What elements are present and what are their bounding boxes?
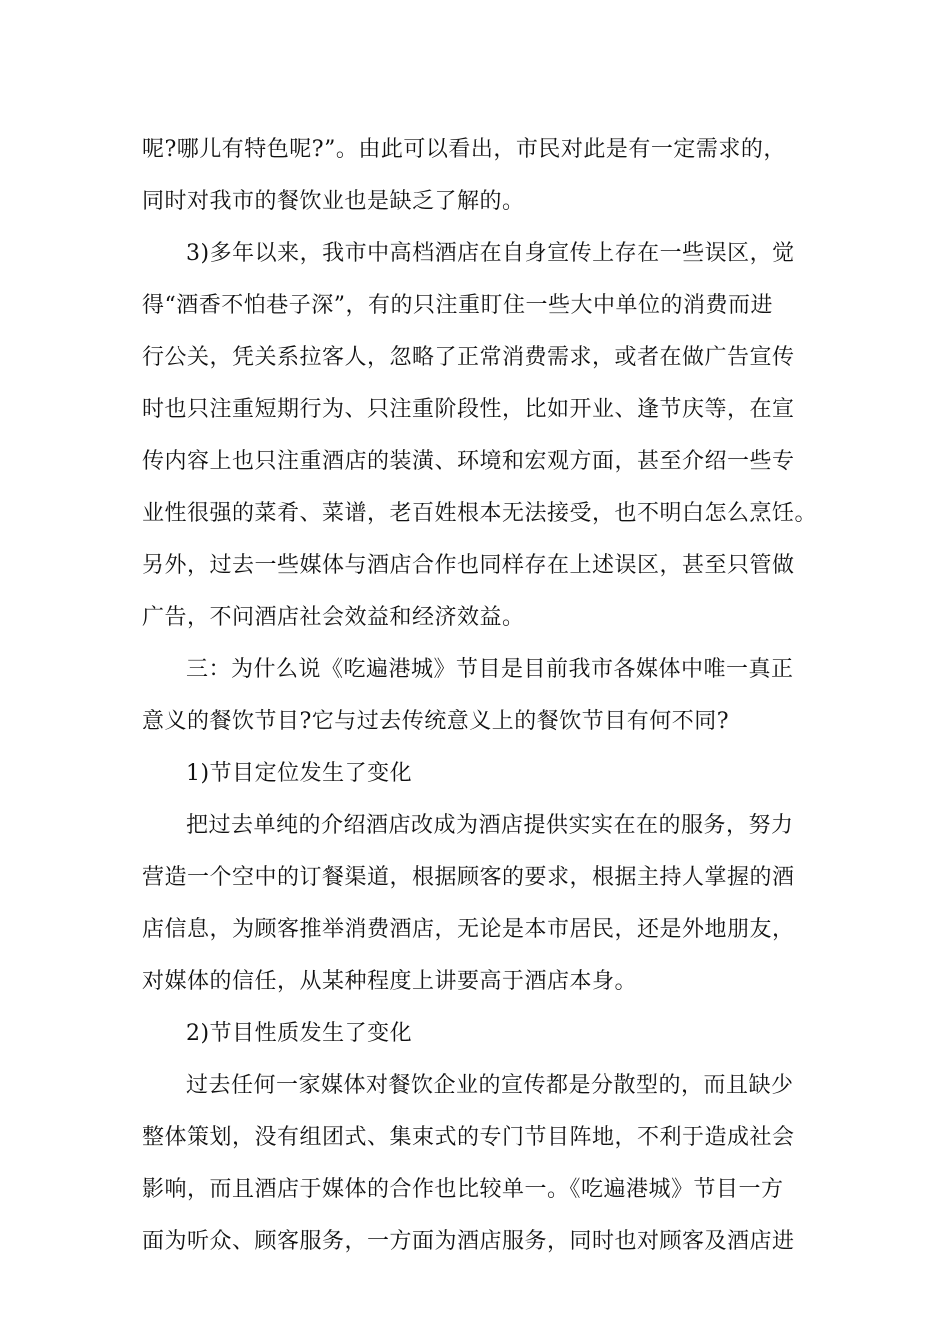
text-line: 业性很强的菜肴、菜谱，老百姓根本无法接受，也不明白怎么烹饪。 [142,501,818,526]
subheading: 1)节目定位发生了变化 [186,761,413,786]
subheading: 2)节目性质发生了变化 [186,1021,413,1046]
section-heading: 意义的餐饮节目?它与过去传统意义上的餐饮节目有何不同? [142,709,730,734]
text-line: 呢?哪儿有特色呢?”。由此可以看出，市民对此是有一定需求的， [142,137,786,162]
text-line: 同时对我市的餐饮业也是缺乏了解的。 [142,189,525,214]
text-line: 过去任何一家媒体对餐饮企业的宣传都是分散型的，而且缺少 [186,1073,794,1098]
text-line: 传内容上也只注重酒店的装潢、环境和宏观方面，甚至介绍一些专 [142,449,795,474]
text-line: 行公关，凭关系拉客人，忽略了正常消费需求，或者在做广告宣传 [142,345,795,370]
text-line: 店信息，为顾客推举消费酒店，无论是本市居民，还是外地朋友， [142,917,795,942]
text-line: 3)多年以来，我市中高档酒店在自身宣传上存在一些误区，觉 [186,241,795,266]
text-line: 面为听众、顾客服务，一方面为酒店服务，同时也对顾客及酒店进 [142,1229,795,1254]
text-line: 时也只注重短期行为、只注重阶段性，比如开业、逢节庆等，在宣 [142,397,795,422]
text-line: 影响，而且酒店于媒体的合作也比较单一。《吃遍港城》节目一方 [142,1177,784,1202]
text-line: 营造一个空中的订餐渠道，根据顾客的要求，根据主持人掌握的酒 [142,865,795,890]
text-line: 对媒体的信任，从某种程度上讲要高于酒店本身。 [142,969,638,994]
text-line: 把过去单纯的介绍酒店改成为酒店提供实实在在的服务，努力 [186,813,794,838]
text-line: 广告，不问酒店社会效益和经济效益。 [142,605,525,630]
section-heading: 三：为什么说《吃遍港城》节目是目前我市各媒体中唯一真正 [186,657,794,682]
text-line: 得“酒香不怕巷子深”，有的只注重盯住一些大中单位的消费而进 [142,293,773,318]
text-line: 整体策划，没有组团式、集束式的专门节目阵地，不利于造成社会 [142,1125,795,1150]
text-line: 另外，过去一些媒体与酒店合作也同样存在上述误区，甚至只管做 [142,553,795,578]
